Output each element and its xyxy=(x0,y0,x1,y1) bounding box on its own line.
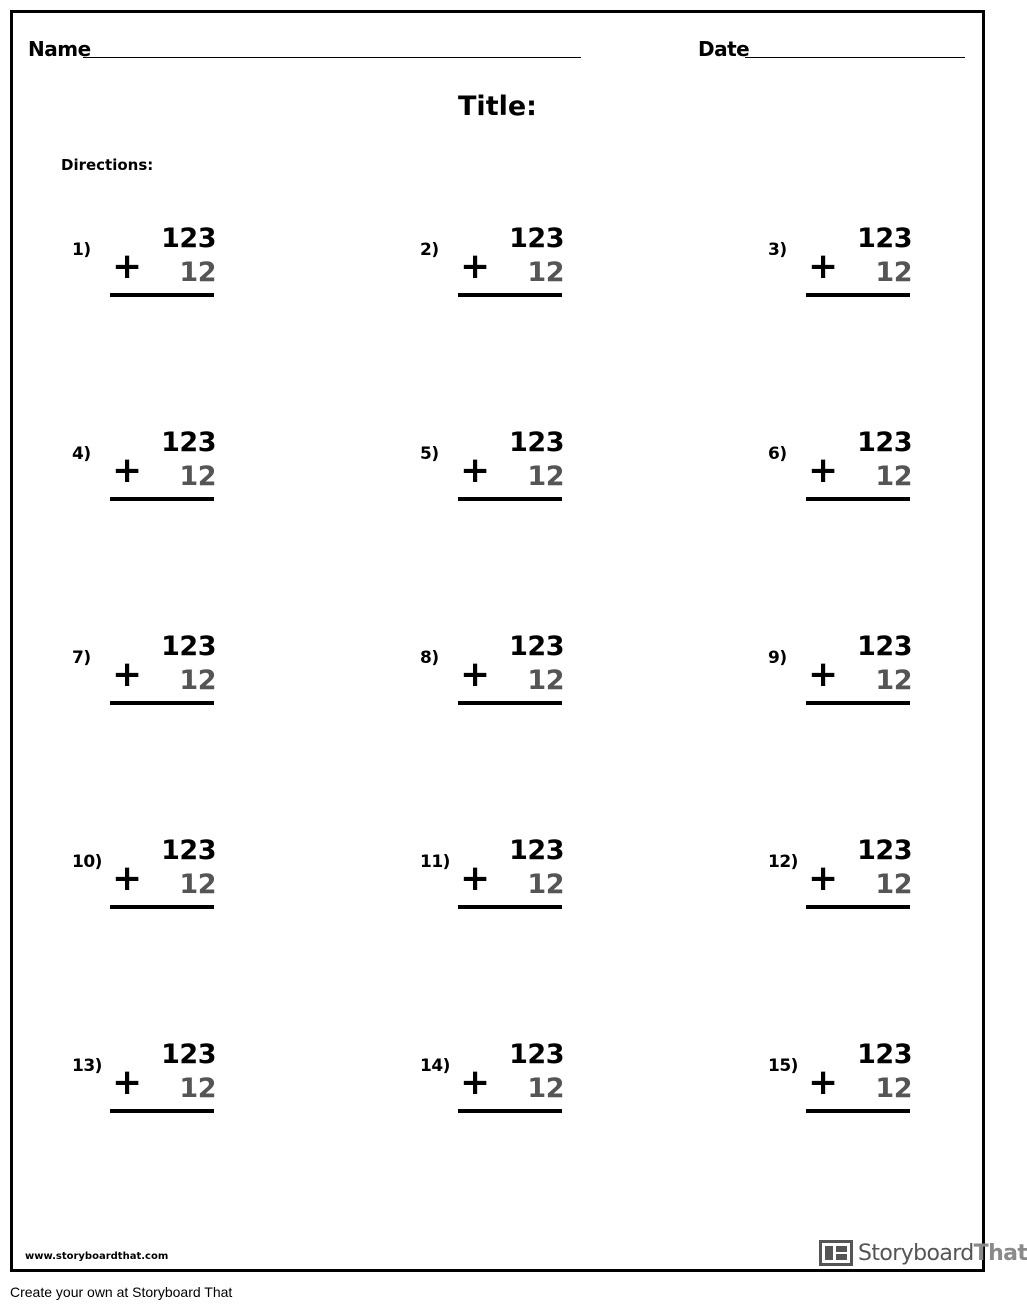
top-addend: 123 xyxy=(509,1039,564,1070)
plus-sign: + xyxy=(112,450,143,491)
answer-line[interactable] xyxy=(458,1109,562,1113)
answer-line[interactable] xyxy=(458,905,562,909)
problem-number: 2) xyxy=(420,240,439,260)
problem-number: 5) xyxy=(420,444,439,464)
addition-problem xyxy=(72,1039,222,1119)
problem-number: 8) xyxy=(420,648,439,668)
answer-line[interactable] xyxy=(110,293,214,297)
addition-problem xyxy=(72,427,222,507)
problem-number: 4) xyxy=(72,444,91,464)
top-addend: 123 xyxy=(161,1039,216,1070)
answer-line[interactable] xyxy=(806,497,910,501)
top-addend: 123 xyxy=(509,835,564,866)
answer-line[interactable] xyxy=(806,293,910,297)
bottom-addend: 12 xyxy=(527,665,564,696)
addition-problem xyxy=(420,631,570,711)
top-addend: 123 xyxy=(857,427,912,458)
plus-sign: + xyxy=(460,1062,491,1103)
top-addend: 123 xyxy=(161,631,216,662)
bottom-addend: 12 xyxy=(527,1073,564,1104)
plus-sign: + xyxy=(112,654,143,695)
top-addend: 123 xyxy=(161,223,216,254)
problem-number: 15) xyxy=(768,1056,798,1076)
addition-problem xyxy=(768,631,918,711)
site-url: www.storyboardthat.com xyxy=(25,1251,169,1262)
bottom-addend: 12 xyxy=(179,257,216,288)
answer-line[interactable] xyxy=(458,497,562,501)
plus-sign: + xyxy=(112,858,143,899)
storyboardthat-logo xyxy=(819,1239,1027,1267)
bottom-addend: 12 xyxy=(875,665,912,696)
problem-number: 11) xyxy=(420,852,450,872)
problem-number: 6) xyxy=(768,444,787,464)
addition-problem xyxy=(768,427,918,507)
addition-problem xyxy=(72,835,222,915)
page-title: Title: xyxy=(458,91,537,122)
bottom-addend: 12 xyxy=(875,257,912,288)
plus-sign: + xyxy=(460,654,491,695)
plus-sign: + xyxy=(460,858,491,899)
answer-line[interactable] xyxy=(806,701,910,705)
storyboard-frame-icon xyxy=(819,1240,853,1266)
problem-number: 14) xyxy=(420,1056,450,1076)
footer-credit: Create your own at Storyboard That xyxy=(10,1284,233,1300)
directions-label: Directions: xyxy=(61,156,154,174)
answer-line[interactable] xyxy=(110,701,214,705)
plus-sign: + xyxy=(808,654,839,695)
bottom-addend: 12 xyxy=(179,461,216,492)
name-label: Name xyxy=(28,37,91,61)
answer-line[interactable] xyxy=(110,905,214,909)
addition-problem xyxy=(420,835,570,915)
problem-number: 12) xyxy=(768,852,798,872)
bottom-addend: 12 xyxy=(875,1073,912,1104)
addition-problem xyxy=(768,1039,918,1119)
plus-sign: + xyxy=(112,246,143,287)
answer-line[interactable] xyxy=(806,905,910,909)
date-label: Date xyxy=(698,37,750,61)
name-field-line[interactable] xyxy=(83,57,581,58)
addition-problem xyxy=(72,223,222,303)
top-addend: 123 xyxy=(857,835,912,866)
top-addend: 123 xyxy=(161,835,216,866)
problem-number: 10) xyxy=(72,852,102,872)
answer-line[interactable] xyxy=(458,293,562,297)
addition-problem xyxy=(420,1039,570,1119)
top-addend: 123 xyxy=(857,631,912,662)
addition-problem xyxy=(768,835,918,915)
answer-line[interactable] xyxy=(110,1109,214,1113)
logo-text: StoryboardThat xyxy=(858,1240,1027,1266)
bottom-addend: 12 xyxy=(179,665,216,696)
addition-problem xyxy=(768,223,918,303)
worksheet-page xyxy=(10,10,1027,1272)
bottom-addend: 12 xyxy=(875,869,912,900)
problem-number: 9) xyxy=(768,648,787,668)
problem-number: 3) xyxy=(768,240,787,260)
problem-number: 13) xyxy=(72,1056,102,1076)
bottom-addend: 12 xyxy=(875,461,912,492)
bottom-addend: 12 xyxy=(527,257,564,288)
plus-sign: + xyxy=(808,450,839,491)
top-addend: 123 xyxy=(857,223,912,254)
top-addend: 123 xyxy=(509,631,564,662)
bottom-addend: 12 xyxy=(527,869,564,900)
addition-problem xyxy=(420,427,570,507)
date-field-line[interactable] xyxy=(745,57,965,58)
top-addend: 123 xyxy=(161,427,216,458)
plus-sign: + xyxy=(808,1062,839,1103)
plus-sign: + xyxy=(460,246,491,287)
problem-number: 1) xyxy=(72,240,91,260)
plus-sign: + xyxy=(460,450,491,491)
bottom-addend: 12 xyxy=(179,869,216,900)
bottom-addend: 12 xyxy=(179,1073,216,1104)
addition-problem xyxy=(420,223,570,303)
top-addend: 123 xyxy=(857,1039,912,1070)
top-addend: 123 xyxy=(509,223,564,254)
answer-line[interactable] xyxy=(806,1109,910,1113)
bottom-addend: 12 xyxy=(527,461,564,492)
problem-number: 7) xyxy=(72,648,91,668)
answer-line[interactable] xyxy=(458,701,562,705)
plus-sign: + xyxy=(808,246,839,287)
plus-sign: + xyxy=(808,858,839,899)
plus-sign: + xyxy=(112,1062,143,1103)
addition-problem xyxy=(72,631,222,711)
top-addend: 123 xyxy=(509,427,564,458)
answer-line[interactable] xyxy=(110,497,214,501)
